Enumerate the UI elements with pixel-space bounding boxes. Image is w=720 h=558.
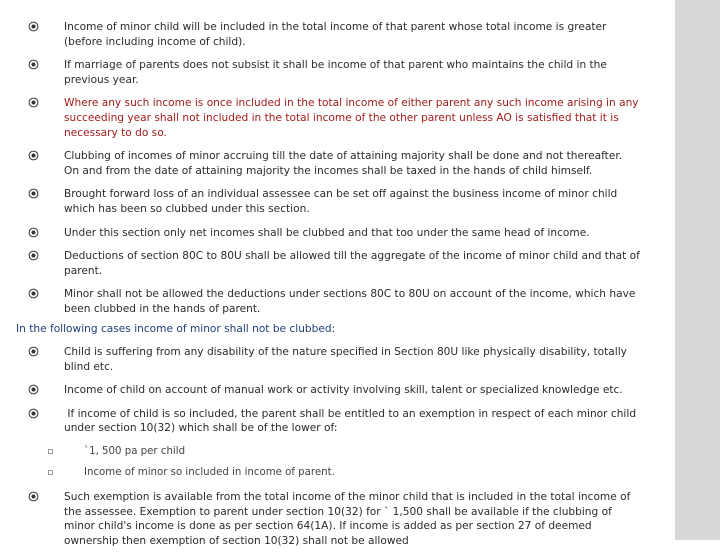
circle-dot-icon (28, 21, 39, 32)
circle-dot-icon (28, 384, 39, 395)
right-side-band (675, 0, 720, 540)
circle-dot-icon (28, 97, 39, 108)
section-heading-text: In the following cases income of minor shall not be clubbed (16, 322, 332, 335)
list-item-text: Such exemption is available from the total income of the minor child that is included in the total income of the assessee. Exemption to parent under section 10(32) for ` 1,500 shall be available if the clubbing of minor child's income is done as per section 64(1A). If income is added as per section 27 of deemed ownership then exemption of section 10(32) shall not be allowed (64, 491, 631, 548)
sub-list-item-text: Income of minor so included in income of parent. (84, 466, 335, 478)
list-item-text: Under this section only net incomes shall be clubbed and that too under the same head of income. (64, 226, 590, 239)
circle-dot-icon (28, 346, 39, 357)
section-heading (16, 322, 640, 337)
list-item (28, 20, 640, 49)
sub-list-item (28, 466, 640, 481)
square-bullet-icon (48, 470, 53, 475)
circle-dot-icon (28, 188, 39, 199)
circle-dot-icon (28, 408, 39, 419)
list-item-text: Clubbing of incomes of minor accruing till the date of attaining majority shall be done and not thereafter. On and from the date of attaining majority the incomes shall be taxed in the hands of child himself. (64, 150, 623, 177)
list-item (28, 58, 640, 87)
sub-list-item (28, 445, 640, 460)
list-item-text: Deductions of section 80C to 80U shall be allowed till the aggregate of the income of minor child and that of parent. (64, 250, 640, 277)
list-item (28, 345, 640, 374)
list-item (28, 383, 640, 398)
list-item-text: Minor shall not be allowed the deductions under sections 80C to 80U on account of the income, which have been clubbed in the hands of parent. (64, 288, 636, 315)
list-item (28, 187, 640, 216)
list-item-text: If marriage of parents does not subsist it shall be income of that parent who maintains the child in the previous year. (64, 59, 607, 86)
circle-dot-icon (28, 150, 39, 161)
list-item (28, 249, 640, 278)
list-item (28, 287, 640, 316)
list-item (28, 407, 640, 436)
circle-dot-icon (28, 59, 39, 70)
circle-dot-icon (28, 288, 39, 299)
list-item-text: Income of child on account of manual work or activity involving skill, talent or specialized knowledge etc. (64, 384, 623, 397)
circle-dot-icon (28, 491, 39, 502)
section-heading-colon: : (331, 322, 336, 335)
list-item-highlighted (28, 96, 640, 140)
square-bullet-icon (48, 449, 53, 454)
circle-dot-icon (28, 250, 39, 261)
list-item-text: Income of minor child will be included in the total income of that parent whose total income is greater (before including income of child). (64, 21, 607, 48)
list-item-text: If income of child is so included, the parent shall be entitled to an exemption in respect of each minor child under section 10(32) which shall be of the lower of: (64, 407, 640, 435)
circle-dot-icon (28, 227, 39, 238)
list-item-text: Where any such income is once included in the total income of either parent any such income arising in any succeeding year shall not included in the total income of the other parent unless AO is satisfied that it is necessary to do so. (64, 97, 639, 139)
sub-list-item-text: `1, 500 pa per child (84, 446, 186, 458)
list-item (28, 149, 640, 178)
list-item-text: Brought forward loss of an individual assessee can be set off against the business income of minor child which has been so clubbed under this section. (64, 188, 618, 215)
list-item (28, 226, 640, 241)
list-item-text: Child is suffering from any disability of the nature specified in Section 80U like physically disability, totally blind etc. (64, 346, 627, 373)
slide-content (16, 20, 640, 558)
